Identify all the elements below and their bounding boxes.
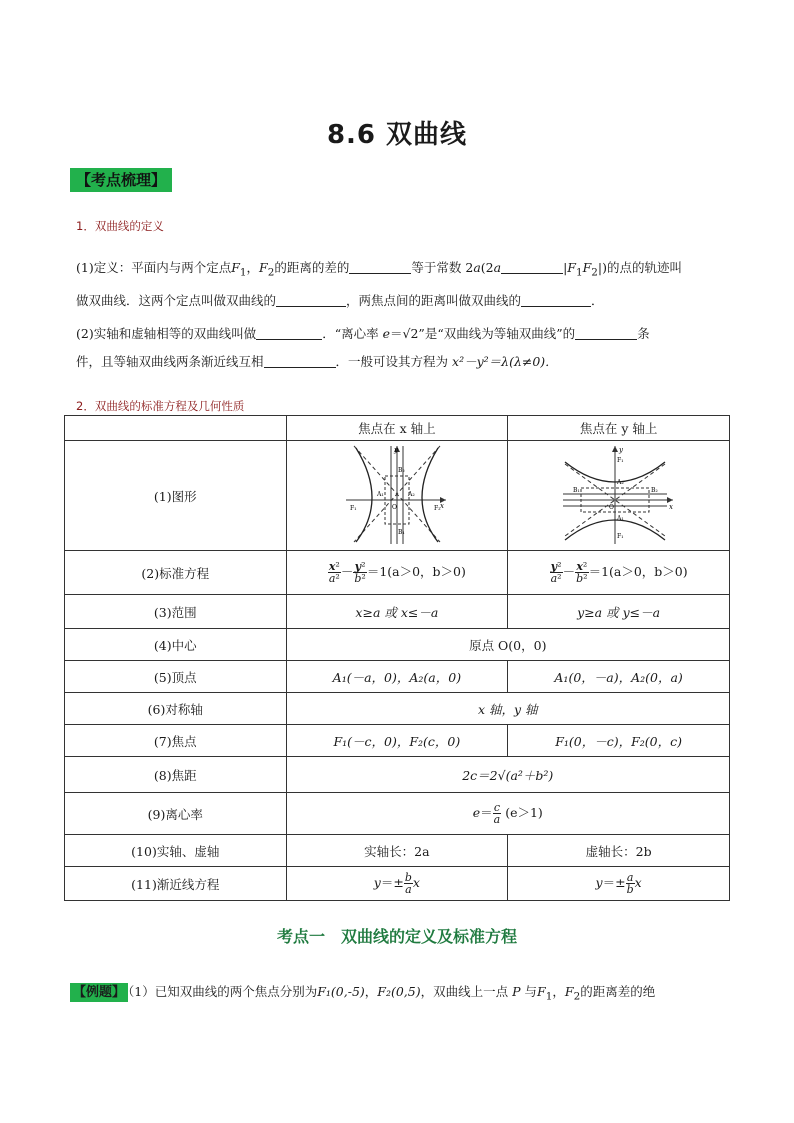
table-row: (10)实轴、虚轴 实轴长：2a 虚轴长：2b — [65, 835, 730, 867]
table-row: (11)渐近线方程 y＝± $\frac{b}{a}$ x y＝± $\frac{a}{b}$ x — [65, 867, 730, 901]
header-y-axis: 焦点在 y 轴上 — [508, 416, 730, 441]
heading-definition: 1．双曲线的定义 — [76, 219, 164, 233]
asymptote-y: y＝± $\frac{a}{b}$ x — [508, 867, 730, 901]
table-row: (8)焦距 2c＝2√(a²＋b²) — [65, 757, 730, 793]
svg-text:y: y — [393, 446, 398, 454]
svg-text:y: y — [618, 446, 623, 454]
table-row: (4)中心 原点 O(0，0) — [65, 629, 730, 661]
properties-table — [64, 415, 730, 901]
hyperbola-y-figure — [508, 441, 730, 551]
standard-equation-y: $\frac{\text{y²}}{\text{a²}}$ － $\frac{\text{x²}}{\text{b²}}$ ＝1(a＞0，b＞0) — [508, 551, 730, 595]
fill-blank[interactable] — [501, 259, 563, 274]
svg-text:B₁: B₁ — [397, 529, 405, 536]
fill-blank[interactable] — [276, 292, 346, 307]
table-row: (9)离心率 e＝ $\frac{c}{a}$ (e＞1) — [65, 793, 730, 835]
hyperbola-x-figure — [286, 441, 508, 551]
svg-text:A₂: A₂ — [407, 491, 415, 498]
table-row: (5)顶点 A₁(－a，0)，A₂(a，0) A₁(0，－a)，A₂(0，a) — [65, 661, 730, 693]
eccentricity-formula: e＝ $\frac{c}{a}$ (e＞1) — [286, 793, 729, 835]
table-row — [65, 416, 730, 441]
fill-blank[interactable] — [256, 325, 322, 340]
section-tag: 【考点梳理】 — [70, 168, 172, 192]
table-row: (1)图形 y x F₁ F₂ A₁ A₂ B₂ B₁ O y x F₁ F₁ A₂ A₁ B₁ B₂ O — [65, 441, 730, 551]
svg-text:F₂: F₂ — [433, 505, 441, 512]
svg-text:B₂: B₂ — [650, 487, 658, 494]
svg-text:A₁: A₁ — [376, 491, 384, 498]
definition-paragraph-2: (2)实轴和虚轴相等的双曲线叫做 ．“离心率 e＝√2”是“双曲线为等轴双曲线”的 条 件，且等轴双曲线两条渐近线互相 ．一般可设其方程为 x²－y²＝λ(λ≠0)． — [76, 326, 650, 369]
svg-text:x: x — [668, 503, 673, 511]
heading-properties: 2．双曲线的标准方程及几何性质 — [76, 399, 245, 413]
svg-text:F₁: F₁ — [616, 533, 624, 540]
svg-text:O: O — [391, 504, 397, 511]
svg-text:F₁: F₁ — [349, 505, 357, 512]
svg-text:B₁: B₁ — [572, 487, 580, 494]
fill-blank[interactable] — [349, 259, 411, 274]
svg-text:O: O — [608, 504, 614, 511]
svg-text:A₁: A₁ — [616, 515, 624, 522]
fill-blank[interactable] — [521, 292, 591, 307]
header-x-axis: 焦点在 x 轴上 — [286, 416, 508, 441]
table-row: (7)焦点 F₁(－c，0)，F₂(c，0) F₁(0，－c)，F₂(0，c) — [65, 725, 730, 757]
standard-equation-x: $\frac{\text{x²}}{\text{a²}}$ － $\frac{\text{y²}}{\text{b²}}$ ＝1(a＞0，b＞0) — [286, 551, 508, 595]
svg-text:x: x — [439, 502, 444, 510]
topic-heading: 考点一 双曲线的定义及标准方程 — [276, 927, 517, 946]
svg-text:A₂: A₂ — [616, 479, 624, 486]
fill-blank[interactable] — [264, 353, 336, 368]
table-row: (3)范围 x≥a 或 x≤－a y≥a 或 y≤－a — [65, 595, 730, 629]
hyperbola-x-graph — [342, 442, 452, 546]
svg-text:F₁: F₁ — [616, 457, 624, 464]
fill-blank[interactable] — [575, 325, 637, 340]
table-row: (2)标准方程 $\frac{\text{x²}}{\text{a²}}$ － $\frac{\text{y²}}{\text{b²}}$ ＝1(a＞0，b＞0) $\frac{\text{y²}}{\text{a²}}$ － $\frac{\text{x²}}{\text{b²}}$ ＝1(a＞0，b＞0) — [65, 551, 730, 595]
definition-paragraph-1: (1)定义：平面内与两个定点$F_1$，$F_2$的距离的差的 等于常数 2a(2a $|F_1F_2|$)的点的轨迹叫 做双曲线．这两个定点叫做双曲线的 ，两焦点间的距离叫做双曲线的 ． — [76, 260, 682, 308]
example-paragraph: 【例题】 （1）已知双曲线的两个焦点分别为F₁(0,-5)，F₂(0,5)，双曲线上一点 P 与$F_1$，$F_2$的距离差的绝 — [70, 980, 750, 1009]
svg-text:B₂: B₂ — [397, 467, 405, 474]
hyperbola-y-graph — [559, 442, 679, 546]
asymptote-x: y＝± $\frac{b}{a}$ x — [286, 867, 508, 901]
example-tag: 【例题】 — [70, 983, 128, 1002]
table-row: (6)对称轴 x 轴，y 轴 — [65, 693, 730, 725]
page-title: 8.6 双曲线 — [326, 120, 468, 150]
